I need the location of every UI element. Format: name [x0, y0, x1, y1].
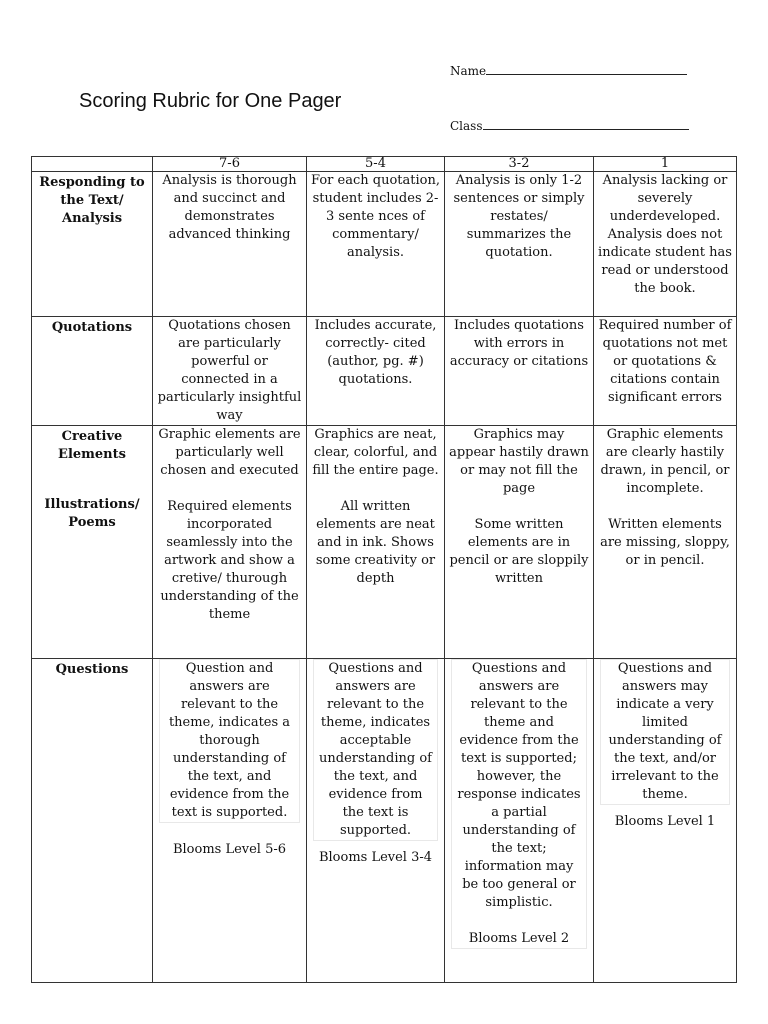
creative-5-4-written: All written elements are neat and in ink. Shows some creativity or depth [315, 499, 436, 586]
analysis-score-1: Analysis lacking or severely underdeveloped. Analysis does not indicate student has read or understood the book. [594, 172, 737, 317]
column-header-1: 1 [594, 157, 737, 172]
questions-score-3-2 [445, 659, 594, 983]
criterion-illustrations-poems: Illustrations/ Poems [44, 497, 140, 530]
questions-1-blooms: Blooms Level 1 [614, 814, 716, 829]
quotations-score-1: Required number of quotations not met or quotations & citations contain significant errors [594, 317, 737, 426]
analysis-score-7-6: Analysis is thorough and succinct and demonstrates advanced thinking [153, 172, 307, 317]
questions-7-6-text: Question and answers are relevant to the theme, indicates a thorough understanding of the text, and evidence from the text is supported. [159, 659, 300, 823]
name-field[interactable] [450, 62, 687, 78]
table-row-analysis [32, 172, 737, 317]
analysis-score-5-4: For each quotation, student includes 2-3 sente nces of commentary/ analysis. [307, 172, 445, 317]
questions-score-1 [594, 659, 737, 983]
creative-1-written: Written elements are missing, sloppy, or in pencil. [600, 517, 730, 568]
criterion-creative-elements: Creative Elements [58, 429, 126, 462]
creative-score-5-4 [307, 426, 445, 659]
questions-3-2-blooms: Blooms Level 2 [468, 931, 570, 946]
creative-7-6-graphics: Graphic elements are particularly well chosen and executed [158, 427, 301, 478]
creative-5-4-graphics: Graphics are neat, clear, colorful, and fill the entire page. [312, 427, 439, 478]
questions-5-4-text: Questions and answers are relevant to the theme, indicates acceptable understanding of the text, and evidence from the text is supported. [313, 659, 438, 841]
creative-7-6-written: Required elements incorporated seamlessly into the artwork and show a cretive/ thurough understanding of the theme [160, 499, 299, 622]
creative-1-graphics: Graphic elements are clearly hastily drawn, in pencil, or incomplete. [600, 427, 730, 496]
column-header-3-2: 3-2 [445, 157, 594, 172]
rubric-table [31, 156, 737, 983]
creative-score-1 [594, 426, 737, 659]
questions-score-5-4 [307, 659, 445, 983]
name-blank-line[interactable] [486, 62, 687, 75]
creative-score-7-6 [153, 426, 307, 659]
analysis-score-3-2: Analysis is only 1-2 sentences or simply restates/ summarizes the quotation. [445, 172, 594, 317]
quotations-score-7-6: Quotations chosen are particularly powerful or connected in a particularly insightful way [153, 317, 307, 426]
column-header-blank [32, 157, 153, 172]
questions-1-text: Questions and answers may indicate a very limited understanding of the text, and/or irrelevant to the theme. [600, 659, 730, 805]
creative-3-2-graphics: Graphics may appear hastily drawn or may not fill the page [449, 427, 589, 496]
class-label: Class [450, 119, 483, 133]
class-blank-line[interactable] [483, 117, 689, 130]
table-row-quotations [32, 317, 737, 426]
criterion-quotations: Quotations [32, 317, 153, 426]
table-header-row [32, 157, 737, 172]
quotations-score-3-2: Includes quotations with errors in accuracy or citations [445, 317, 594, 426]
questions-3-2-description: Questions and answers are relevant to the theme and evidence from the text is supported; however, the response indicates a partial understanding of the text; information may be too general or simplistic. [457, 661, 581, 910]
criterion-questions: Questions [32, 659, 153, 983]
table-row-questions [32, 659, 737, 983]
questions-7-6-blooms: Blooms Level 5-6 [172, 842, 287, 857]
questions-5-4-blooms: Blooms Level 3-4 [318, 850, 433, 865]
creative-3-2-written: Some written elements are in pencil or are sloppily written [449, 517, 589, 586]
creative-score-3-2 [445, 426, 594, 659]
table-row-creative [32, 426, 737, 659]
name-label: Name [450, 64, 487, 78]
quotations-score-5-4: Includes accurate, correctly- cited (author, pg. #) quotations. [307, 317, 445, 426]
class-field[interactable] [450, 117, 689, 133]
questions-3-2-text [451, 659, 587, 949]
page-title: Scoring Rubric for One Pager [79, 90, 342, 112]
questions-score-7-6 [153, 659, 307, 983]
criterion-creative [32, 426, 153, 659]
column-header-5-4: 5-4 [307, 157, 445, 172]
column-header-7-6: 7-6 [153, 157, 307, 172]
criterion-analysis: Responding to the Text/ Analysis [32, 172, 153, 317]
